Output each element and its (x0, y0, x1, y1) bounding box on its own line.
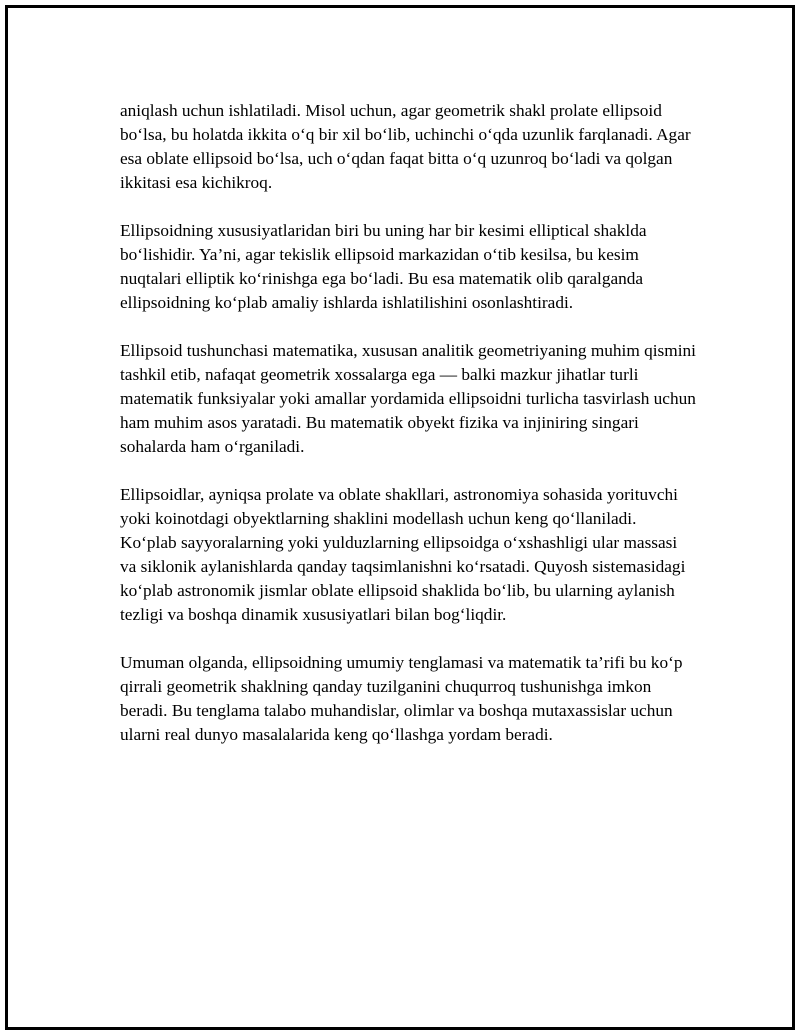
paragraph-3: Ellipsoid tushunchasi matematika, xususan analitik geometriyaning muhim qismini tashkil etib, nafaqat geometrik xossalarga ega — balki mazkur jihatlar turli matematik funksiyalar yoki amallar yordamida ellipsoidni turlicha tasvirlash uchun ham muhim asos yaratadi. Bu matematik obyekt fizika va injiniring singari sohalarda ham o‘rganiladi. (120, 341, 696, 456)
paragraph-1: aniqlash uchun ishlatiladi. Misol uchun, agar geometrik shakl prolate ellipsoid bo‘lsa, bu holatda ikkita o‘q bir xil bo‘lib, uchinchi o‘qda uzunlik farqlanadi. Agar esa oblate ellipsoid bo‘lsa, uch o‘qdan faqat bitta o‘q uzunroq bo‘ladi va qolgan ikkitasi esa kichikroq. (120, 101, 691, 192)
paragraph-2: Ellipsoidning xususiyatlaridan biri bu uning har bir kesimi elliptical shaklda bo‘lishidir. Ya’ni, agar tekislik ellipsoid markazidan o‘tib kesilsa, bu kesim nuqtalari elliptik ko‘rinishga ega bo‘ladi. Bu esa matematik olib qaralganda ellipsoidning ko‘plab amaliy ishlarda ishlatilishini osonlashtiradi. (120, 221, 647, 312)
paragraph-4: Ellipsoidlar, ayniqsa prolate va oblate shakllari, astronomiya sohasida yorituvchi yoki koinotdagi obyektlarning shaklini modellash uchun keng qo‘llaniladi. Ko‘plab sayyoralarning yoki yulduzlarning ellipsoidga o‘xshashligi ular massasi va siklonik aylanishlarda qanday taqsimlanishni ko‘rsatadi. Quyosh sistemasidagi ko‘plab astronomik jismlar oblate ellipsoid shaklida bo‘lib, bu ularning aylanish tezligi va boshqa dinamik xususiyatlari bilan bog‘liqdir. (120, 485, 686, 624)
document-body (120, 99, 696, 771)
page-border (5, 5, 795, 1030)
paragraph-5: Umuman olganda, ellipsoidning umumiy tenglamasi va matematik ta’rifi bu ko‘p qirrali geometrik shaklning qanday tuzilganini chuqurroq tushunishga imkon beradi. Bu tenglama talabo muhandislar, olimlar va boshqa mutaxassislar uchun ularni real dunyo masalalarida keng qo‘llashga yordam beradi. (120, 653, 683, 744)
